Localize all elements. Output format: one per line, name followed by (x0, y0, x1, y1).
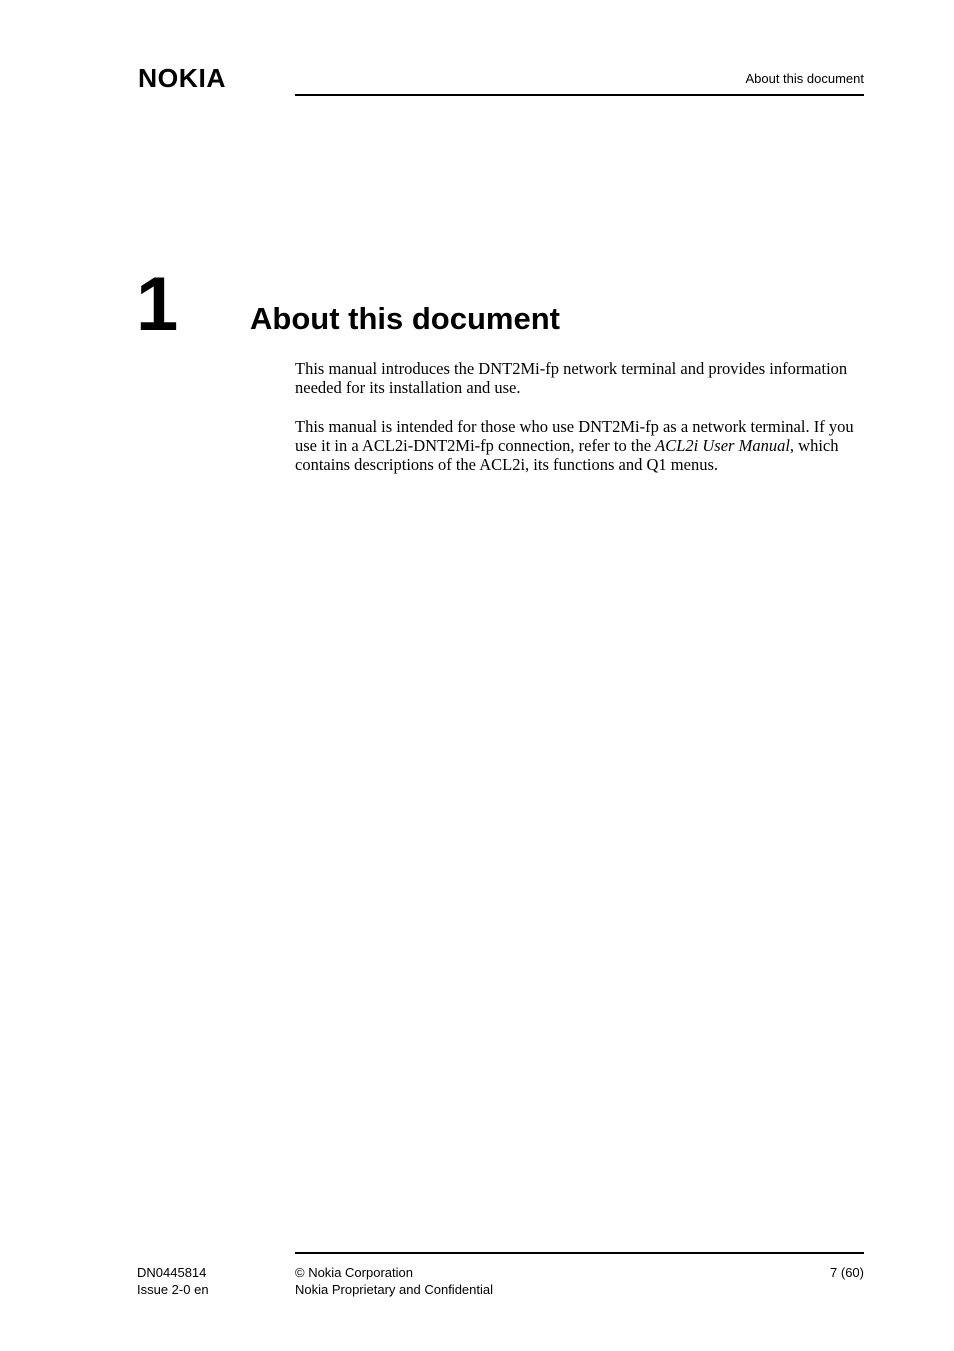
running-header-title: About this document (745, 71, 864, 86)
doc-number: DN0445814 (137, 1265, 207, 1280)
chapter-number: 1 (136, 262, 179, 347)
manual-reference: ACL2i User Manual (655, 435, 790, 455)
paragraph-audience-text: This manual is intended for those who use DNT2Mi-fp as a network terminal. If you use it in a ACL2i-DNT2Mi-fp connection, refer to the (295, 416, 854, 455)
header-rule (295, 94, 864, 96)
paragraph-intro: This manual introduces the DNT2Mi-fp network terminal and provides information needed for its installation and use. (295, 359, 848, 398)
footer-rule (295, 1252, 864, 1254)
body-text (295, 359, 865, 493)
issue-label: Issue 2-0 en (137, 1282, 209, 1297)
footer-legal (295, 1264, 493, 1298)
confidentiality-text: Nokia Proprietary and Confidential (295, 1282, 493, 1297)
chapter-title: About this document (250, 301, 560, 336)
page-number: 7 (60) (830, 1265, 864, 1280)
nokia-logo: NOKIA (138, 63, 227, 93)
footer-page (830, 1264, 864, 1281)
footer-doc-info (137, 1264, 209, 1298)
paragraph-audience (295, 417, 865, 475)
paragraph-audience-text-end: , which contains descriptions of the ACL2i, its functions and Q1 menus. (295, 435, 839, 475)
copyright-text: © Nokia Corporation (295, 1265, 413, 1280)
